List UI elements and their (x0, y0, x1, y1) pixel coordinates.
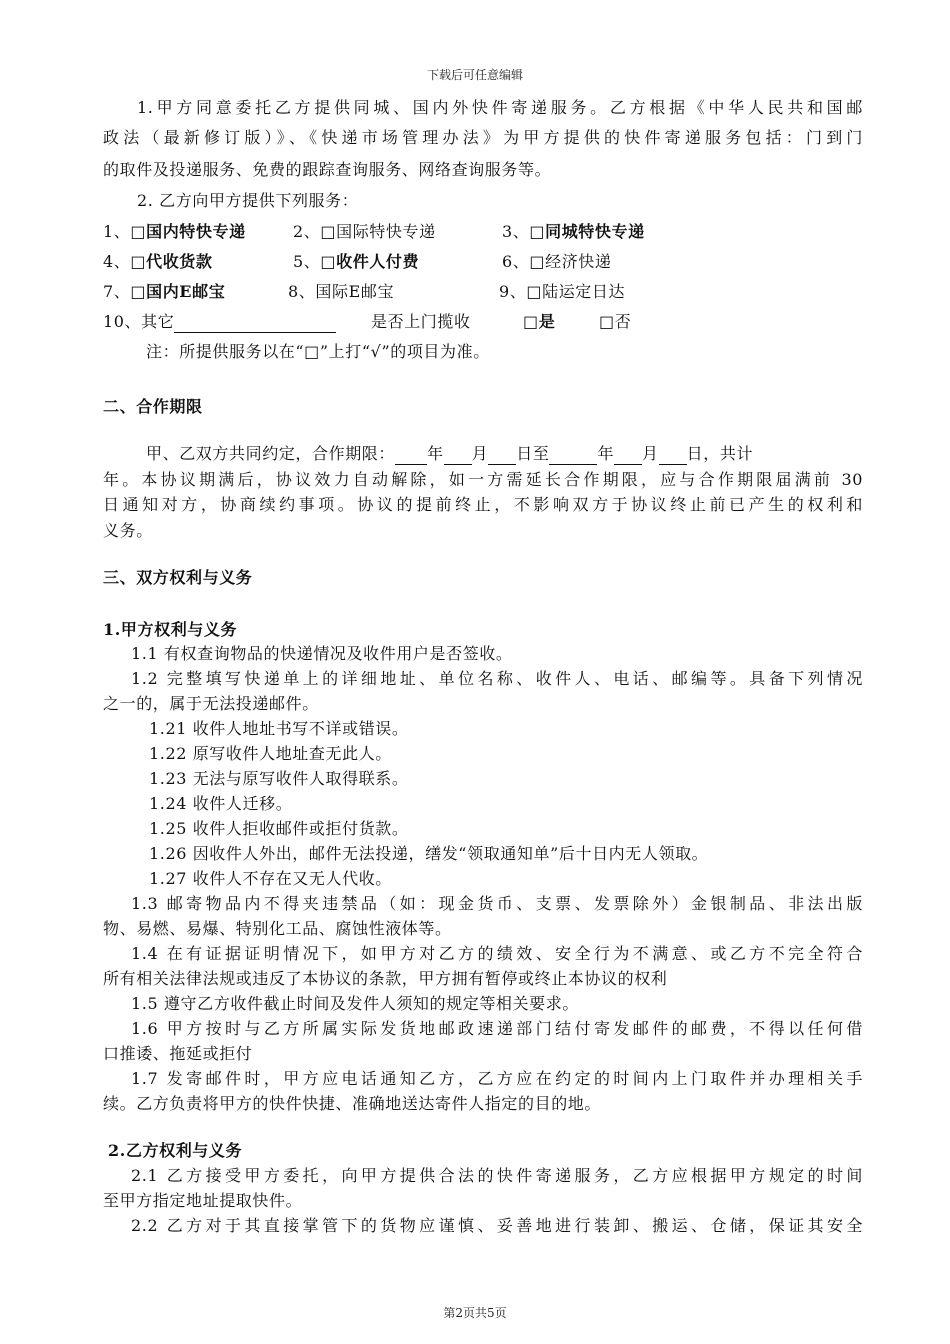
service-9: 9、□陆运定日达 (499, 282, 626, 301)
clause-1-6-line-1: 1.6 甲方按时与乙方所属实际发货地邮政速递部门结付寄发邮件的邮费，不得以任何借 (131, 1019, 863, 1038)
clause-1-5: 1.5 遵守乙方收件截止时间及发件人须知的规定等相关要求。 (131, 994, 579, 1013)
clause-1-26: 1.26 因收件人外出，邮件无法投递，缮发“领取通知单”后十日内无人领取。 (149, 844, 709, 863)
pickup-question: 是否上门揽收 (371, 312, 471, 331)
clause-1-21: 1.21 收件人地址书写不详或错误。 (149, 719, 409, 738)
para-1-line-3: 的取件及投递服务、免费的跟踪查询服务、网络查询服务等。 (103, 160, 552, 179)
other-blank (174, 314, 336, 333)
pickup-no: □否 (599, 312, 632, 331)
page-header: 下载后可任意编辑 (426, 68, 523, 82)
subsection-1-title: 1.甲方权利与义务 (103, 620, 238, 639)
clause-1-4-line-1: 1.4 在有证据证明情况下，如甲方对乙方的绩效、安全行为不满意、或乙方不完全符合 (131, 944, 863, 963)
subsection-2-title: 2.乙方权利与义务 (108, 1141, 243, 1160)
service-8: 8、国际E邮宝 (288, 282, 395, 301)
clause-1-22: 1.22 原写收件人地址查无此人。 (149, 744, 392, 763)
clause-1-4-line-2: 所有相关法律法规或违反了本协议的条款，甲方拥有暂停或终止本协议的权利 (103, 969, 668, 988)
clause-1-7-line-2: 续。乙方负责将甲方的快件快捷、准确地送达寄件人指定的目的地。 (103, 1094, 602, 1113)
service-4: 4、□代收货款 (103, 252, 213, 271)
page-footer: 第2页共5页 (443, 1306, 507, 1320)
term-line-4: 义务。 (103, 521, 153, 540)
clause-1-3-line-1: 1.3 邮寄物品内不得夹违禁品（如：现金货币、支票、发票除外）金银制品、非法出版 (131, 894, 863, 913)
clause-1-25: 1.25 收件人拒收邮件或拒付货款。 (149, 819, 409, 838)
service-2: 2、□国际特快专递 (293, 222, 436, 241)
para-1-line-1: 1.甲方同意委托乙方提供同城、国内外快件寄递服务。乙方根据《中华人民共和国邮 (137, 98, 863, 117)
clause-1-27: 1.27 收件人不存在又无人代收。 (149, 869, 392, 888)
clause-2-2-line-1: 2.2 乙方对于其直接掌管下的货物应谨慎、妥善地进行装卸、搬运、仓储，保证其安全 (131, 1216, 863, 1235)
clause-1-2-line-2: 之一的，属于无法投递邮件。 (103, 694, 319, 713)
service-10-other: 10、其它 (103, 311, 336, 333)
service-note: 注：所提供服务以在“□”上打“√”的项目为准。 (146, 342, 490, 361)
service-7: 7、□国内E邮宝 (103, 282, 226, 301)
clause-1-23: 1.23 无法与原写收件人取得联系。 (149, 769, 409, 788)
section-2-title: 二、合作期限 (103, 397, 203, 416)
clause-1-24: 1.24 收件人迁移。 (149, 794, 293, 813)
clause-1-2-line-1: 1.2 完整填写快递单上的详细地址、单位名称、收件人、电话、邮编等。具备下列情况 (131, 669, 863, 688)
clause-1-6-line-2: 口推诿、拖延或拒付 (103, 1044, 253, 1063)
service-1: 1、□国内特快专递 (103, 222, 246, 241)
service-3: 3、□同城特快专递 (502, 222, 645, 241)
term-line-2: 年。本协议期满后，协议效力自动解除，如一方需延长合作期限，应与合作期限届满前 30 (103, 470, 863, 489)
para-1-line-2: 政法（最新修订版）》、《快递市场管理办法》为甲方提供的快件寄递服务包括：门到门 (103, 128, 863, 147)
section-3-title: 三、双方权利与义务 (103, 568, 253, 587)
service-5: 5、□收件人付费 (293, 252, 420, 271)
term-line-1: 甲、乙双方共同约定，合作期限： 年 月 日至 年 月 日，共计 (146, 444, 754, 463)
clause-2-1-line-2: 至甲方指定地址提取快件。 (103, 1191, 303, 1210)
clause-1-7-line-1: 1.7 发寄邮件时，甲方应电话通知乙方，乙方应在约定的时间内上门取件并办理相关手 (131, 1069, 863, 1088)
pickup-yes: □是 (523, 312, 556, 331)
term-line-3: 日通知对方，协商续约事项。协议的提前终止，不影响双方于协议终止前已产生的权利和 (103, 495, 863, 514)
service-6: 6、□经济快递 (502, 252, 612, 271)
clause-2-1-line-1: 2.1 乙方接受甲方委托，向甲方提供合法的快件寄递服务，乙方应根据甲方规定的时间 (131, 1166, 863, 1185)
para-2: 2. 乙方向甲方提供下列服务： (137, 191, 359, 210)
clause-1-3-line-2: 物、易燃、易爆、特别化工品、腐蚀性液体等。 (103, 919, 452, 938)
clause-1-1: 1.1 有权查询物品的快递情况及收件用户是否签收。 (131, 644, 513, 663)
